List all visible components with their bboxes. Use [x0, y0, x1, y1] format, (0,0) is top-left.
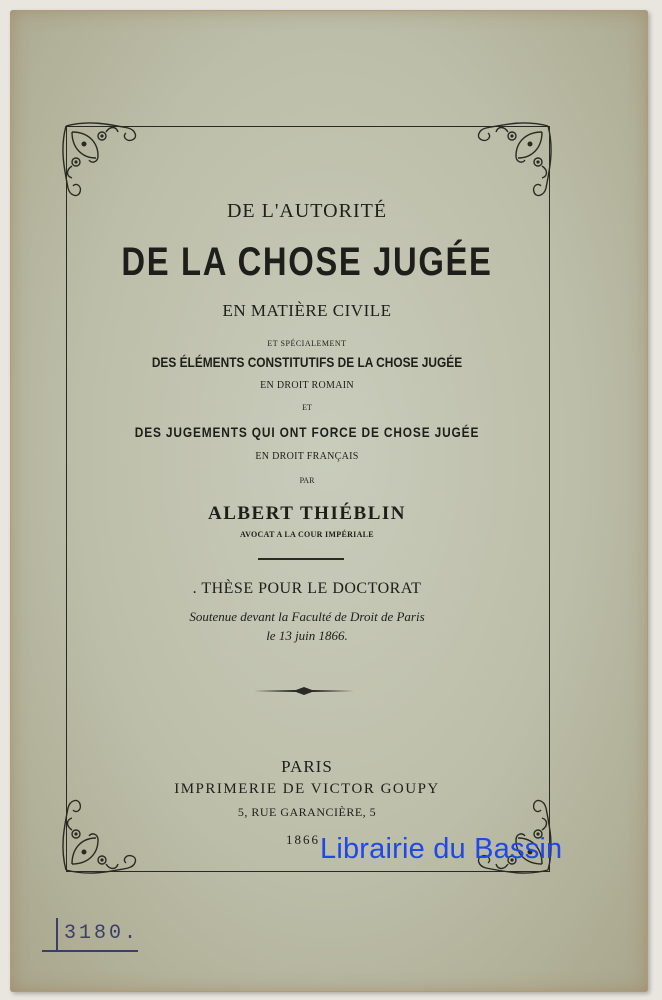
subtitle-et: ET — [302, 403, 312, 412]
watermark-text: Librairie du Bassin — [320, 833, 563, 865]
thesis-label: . THÈSE POUR LE DOCTORAT — [192, 580, 422, 597]
corner-ornament-top-right — [470, 118, 556, 204]
publisher-address: 5, RUE GARANCIÈRE, 5 — [237, 805, 377, 819]
flourish-divider — [254, 686, 354, 696]
subtitle-droit-romain: EN DROIT ROMAIN — [260, 380, 354, 391]
title-line-de-l-autorite: DE L'AUTORITÉ — [226, 200, 388, 222]
corner-ornament-top-left — [58, 118, 144, 204]
publisher-city: PARIS — [281, 757, 333, 776]
defense-line-2: le 13 juin 1866. — [266, 628, 348, 643]
subtitle-jugements: DES JUGEMENTS QUI ONT FORCE DE CHOSE JUGÉE — [134, 424, 480, 440]
publisher-name: IMPRIMERIE DE VICTOR GOUPY — [174, 781, 440, 797]
publication-year: 1866 — [286, 832, 320, 847]
defense-line-1: Soutenue devant la Faculté de Droit de Paris — [189, 609, 425, 624]
library-stamp-number: 3180. — [64, 922, 140, 945]
subtitle-elements-constitutifs: DES ÉLÉMENTS CONSTITUTIFS DE LA CHOSE JUGÉE — [151, 354, 463, 370]
author-title: AVOCAT A LA COUR IMPÉRIALE — [240, 530, 374, 539]
main-title: DE LA CHOSE JUGÉE — [121, 240, 493, 284]
subtitle-droit-francais: EN DROIT FRANÇAIS — [255, 451, 359, 462]
stamp-bracket-horizontal — [42, 950, 138, 952]
stamp-bracket-vertical — [56, 918, 58, 952]
subtitle-matiere-civile: EN MATIÈRE CIVILE — [222, 301, 392, 320]
by-label: PAR — [299, 476, 315, 485]
subtitle-specialement: ET SPÉCIALEMENT — [267, 339, 347, 348]
author-name: ALBERT THIÉBLIN — [207, 503, 406, 524]
divider-rule — [258, 558, 344, 560]
